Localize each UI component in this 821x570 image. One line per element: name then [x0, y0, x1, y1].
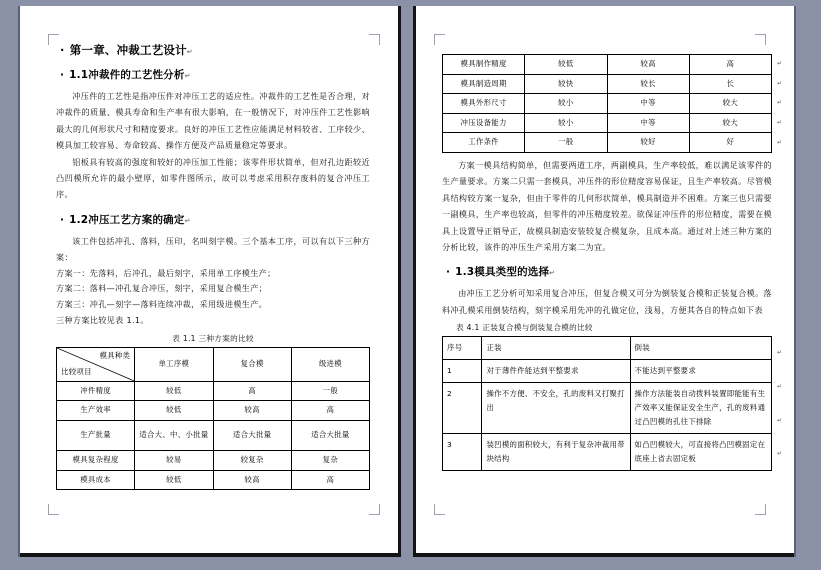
page-bottom-edge	[20, 553, 398, 557]
pilcrow-mark: ↵	[186, 48, 193, 56]
scheme-1: 方案一：先落料，后冲孔，最后刻字，采用单工序模生产；	[56, 267, 276, 278]
pilcrow-mark: ↵	[184, 216, 191, 225]
section-heading-1-2-text: 1.2冲压工艺方案的确定	[69, 213, 185, 226]
cell-inverted: 如凸凹模较大，可直接将凸凹模固定在底座上省去固定板	[630, 434, 771, 471]
cell-value: 较低	[135, 470, 213, 490]
crop-mark-bottom-left	[434, 504, 445, 515]
row-end-marks	[777, 336, 782, 471]
cell-value: 长	[689, 74, 771, 94]
cell-value: 高	[213, 381, 291, 401]
cell-value: 较低	[135, 381, 213, 401]
section-heading-1-1-text: 1.1冲裁件的工艺性分析	[69, 69, 185, 81]
section-heading-1-1	[60, 67, 370, 82]
column-header-inverted: 倒装	[630, 337, 771, 360]
pilcrow-mark: ↵	[776, 99, 782, 107]
row-number: 2	[443, 383, 482, 434]
cell-value: 复杂	[291, 451, 369, 471]
section-heading-1-3-text: 1.3模具类型的选择	[455, 266, 550, 279]
table-4-1-caption: 表 4.1 正装复合模与倒装复合模的比较	[456, 323, 593, 333]
table-row	[443, 94, 772, 114]
table-row	[443, 74, 772, 94]
table-corner-cell	[57, 347, 135, 381]
row-label: 冲压设备能力	[443, 113, 525, 133]
pilcrow-mark: ↵	[776, 119, 782, 127]
column-header-upright: 正装	[482, 337, 630, 360]
row-number: 1	[443, 360, 482, 383]
table-1-1-continued	[442, 54, 772, 153]
table-header-row	[57, 347, 370, 381]
cell-upright: 对于薄件件能达到平整要求	[482, 360, 630, 383]
row-label: 模具制作精度	[443, 55, 525, 75]
table-1-1-continued-body	[443, 55, 772, 153]
table-header-row	[443, 337, 772, 360]
cell-inverted: 操作方法能装自动拨料装置即能能有生产效率又能保证安全生产，孔的废料通过凸凹模的孔往下排除	[630, 383, 771, 434]
table-1-1-body	[57, 347, 370, 489]
pilcrow-mark: ↵	[776, 79, 782, 87]
row-label: 模具复杂程度	[57, 451, 135, 471]
cell-value: 一般	[525, 133, 607, 153]
corner-label-bottom: 比较项目	[61, 367, 92, 377]
table-row	[57, 470, 370, 490]
pilcrow-mark: ↵	[776, 59, 782, 67]
section-heading-1-3	[446, 264, 772, 279]
corner-label-top: 模具种类	[99, 350, 131, 360]
crop-mark-bottom-left	[48, 504, 59, 515]
cell-value: 中等	[607, 94, 689, 114]
analysis-paragraph: 方案一模具结构简单，但需要两道工序，两副模具，生产率较低，难以满足该零件的生产量要求。方案二只需一套模具，冲压件的形位精度容易保证，且生产率较高。尽管模具结构较方案一复杂，但由于零件的几何形状简单，模具制造并不困难。方案三也只需要一副模具，生产率也较高，但零件的冲压精度较差。欲保证冲压件的形位精度，需要在模具上设置导正销导正，故模具制造安装较复合模复杂，且成本高。通过对上述三种方案的分析比较，该件的冲压生产采用方案二为宜。	[442, 159, 772, 252]
paragraph-1-3: 由冲压工艺分析可知采用复合冲压，但复合模又可分为倒装复合模和正装复合模。落料冲孔模采用倒装结构，刻字模采用先冲的孔做定位，浅易，方便其各自的特点如下表	[442, 288, 772, 315]
row-label: 模具成本	[57, 470, 135, 490]
cell-inverted: 不能达到平整要求	[630, 360, 771, 383]
column-header-progressive: 级进模	[291, 347, 369, 381]
cell-value: 好	[689, 133, 771, 153]
column-header-single-stage: 单工序模	[135, 347, 213, 381]
column-header-no: 序号	[443, 337, 482, 360]
document-page-left[interactable]	[20, 6, 401, 557]
row-label: 模具外形尺寸	[443, 94, 525, 114]
cell-value: 较长	[607, 74, 689, 94]
table-row	[443, 383, 772, 434]
cell-value: 较小	[525, 113, 607, 133]
cell-value: 高	[689, 55, 771, 75]
cell-value: 较易	[135, 451, 213, 471]
page-bottom-edge	[416, 553, 794, 557]
row-label: 生产批量	[57, 421, 135, 451]
table-row	[57, 451, 370, 471]
cell-value: 高	[291, 470, 369, 490]
table-4-1-wrap	[442, 336, 782, 471]
table-row	[443, 55, 772, 75]
cell-value: 较高	[607, 55, 689, 75]
cell-value: 较大	[689, 94, 771, 114]
table-1-1	[56, 347, 370, 490]
crop-mark-bottom-right	[755, 504, 766, 515]
cell-value: 较低	[135, 401, 213, 421]
chapter-heading	[60, 42, 370, 58]
table-row	[443, 133, 772, 153]
scheme-2: 方案二：落料—冲孔复合冲压，刻字，采用复合模生产；	[56, 283, 268, 294]
table-row	[57, 381, 370, 401]
row-label: 冲件精度	[57, 381, 135, 401]
row-label: 工作条件	[443, 133, 525, 153]
cell-value: 较复杂	[213, 451, 291, 471]
cell-value: 中等	[607, 113, 689, 133]
pilcrow-mark: ↵	[549, 269, 556, 278]
cell-value: 较好	[607, 133, 689, 153]
column-header-compound: 复合模	[213, 347, 291, 381]
cell-value: 一般	[291, 381, 369, 401]
page-left-content	[56, 40, 370, 490]
row-label: 生产效率	[57, 401, 135, 421]
section-heading-1-2	[60, 212, 370, 227]
cell-upright: 装凹模的面积较大，有利于复杂冲裁用带块结构	[482, 434, 630, 471]
table-4-1-body	[443, 337, 772, 471]
table-row	[57, 421, 370, 451]
document-page-right[interactable]	[413, 6, 794, 557]
cell-value: 较大	[689, 113, 771, 133]
table-4-1	[442, 336, 772, 471]
table-row	[443, 360, 772, 383]
row-label: 模具制造周期	[443, 74, 525, 94]
crop-mark-bottom-right	[369, 504, 380, 515]
page-right-content	[442, 16, 782, 471]
cell-value: 适合大、中、小批量	[135, 421, 213, 451]
cell-value: 适合大批量	[291, 421, 369, 451]
scheme-3: 方案三：冲孔—刻字—落料连续冲裁，采用级进模生产。	[56, 299, 268, 310]
compare-note: 三种方案比较见表 1.1。	[56, 315, 149, 326]
table-row	[57, 401, 370, 421]
pilcrow-mark: ↵	[776, 450, 782, 458]
cell-value: 较高	[213, 470, 291, 490]
table-1-1-caption: 表 1.1 三种方案的比较	[172, 333, 254, 343]
paragraph-1-1-a: 冲压件的工艺性是指冲压件对冲压工艺的适应性。冲裁件的工艺性是否合理，对冲裁件的质量、模具寿命和生产率有很大影响，在一般情况下，对冲压件工艺性影响最大的几何形状尺寸和精度要求。良好的冲压工艺性应能满足材料较省、工序较少、模具加工较容易、寿命较高、操作方便及产品质量稳定等要求。	[56, 91, 370, 151]
paragraph-1-1-b: 铝板具有较高的强度和较好的冲压加工性能；该零件形状简单，但对孔边距较近凸凹模所允许的最小壁厚，如零件图所示，故可以考虑采用积存废料的复合冲压工序。	[56, 156, 370, 200]
cell-value: 较快	[525, 74, 607, 94]
cell-value: 适合大批量	[213, 421, 291, 451]
chapter-heading-text: 第一章、冲裁工艺设计	[69, 43, 187, 57]
pilcrow-mark: ↵	[184, 72, 191, 80]
pilcrow-mark: ↵	[776, 416, 782, 424]
pilcrow-mark: ↵	[776, 139, 782, 147]
paragraph-1-2-intro: 该工件包括冲孔、落料，压印，名叫刻字模。三个基本工序，可以有以下三种方案：	[56, 235, 370, 263]
row-end-marks	[777, 54, 782, 153]
cell-upright: 操作不方便、不安全，孔的废料又打聚打出	[482, 383, 630, 434]
cell-value: 高	[291, 401, 369, 421]
table-row	[443, 113, 772, 133]
cell-value: 较小	[525, 94, 607, 114]
table-row	[443, 434, 772, 471]
cell-value: 较低	[525, 55, 607, 75]
pilcrow-mark: ↵	[776, 349, 782, 357]
crop-mark-top-right	[369, 34, 380, 45]
cell-value: 较高	[213, 401, 291, 421]
pilcrow-mark: ↵	[776, 382, 782, 390]
row-number: 3	[443, 434, 482, 471]
table-1-1-continued-wrap	[442, 54, 782, 153]
